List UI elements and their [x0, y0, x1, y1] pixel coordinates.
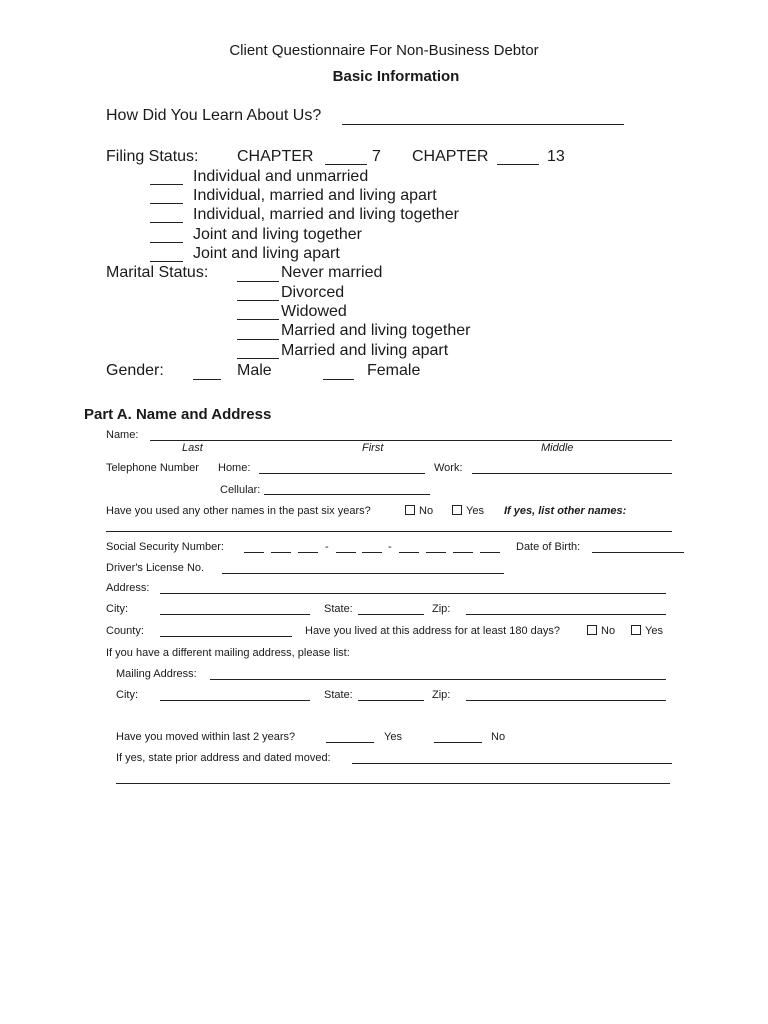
name-field[interactable] — [150, 440, 672, 441]
mailing-city-label: City: — [116, 689, 138, 701]
gender-female-label: Female — [367, 362, 421, 379]
cellular-label: Cellular: — [220, 484, 261, 496]
ssn-label: Social Security Number: — [106, 541, 224, 553]
marital-option: Married and living together — [281, 322, 471, 339]
checkbox-icon[interactable] — [405, 505, 415, 515]
filing-option: Individual, married and living together — [193, 206, 459, 223]
name-middle-caption: Middle — [541, 442, 574, 454]
filing-option-blank[interactable] — [150, 261, 183, 262]
dob-field[interactable] — [592, 552, 684, 553]
ssn-digit[interactable] — [453, 552, 473, 553]
marital-option: Divorced — [281, 284, 345, 301]
no-label: No — [601, 625, 616, 637]
marital-option-blank[interactable] — [237, 358, 279, 359]
chapter-7-checkbox[interactable] — [325, 164, 367, 165]
gender-female-blank[interactable] — [323, 379, 354, 380]
city-label: City: — [106, 603, 128, 615]
filing-option: Individual, married and living apart — [193, 187, 437, 204]
part-a-heading: Part A. Name and Address — [84, 406, 272, 423]
learn-label: How Did You Learn About Us? — [106, 107, 322, 124]
prior-address-field[interactable] — [352, 763, 672, 764]
ssn-digit[interactable] — [362, 552, 382, 553]
mailing-zip-label: Zip: — [432, 689, 451, 701]
city-field[interactable] — [160, 614, 310, 615]
drivers-license-field[interactable] — [222, 573, 504, 574]
ssn-dash: - — [388, 541, 392, 553]
name-last-caption: Last — [182, 442, 203, 454]
other-names-no[interactable] — [405, 505, 433, 517]
ssn-digit[interactable] — [244, 552, 264, 553]
filing-option-blank[interactable] — [150, 184, 183, 185]
other-names-field[interactable] — [106, 531, 672, 532]
filing-option-blank[interactable] — [150, 203, 183, 204]
other-names-question: Have you used any other names in the past six years? — [106, 505, 371, 517]
moved-yes-label: Yes — [384, 731, 402, 743]
telephone-label: Telephone Number — [106, 462, 199, 474]
filing-option: Joint and living together — [193, 226, 362, 243]
state-label: State: — [324, 603, 353, 615]
gender-male-blank[interactable] — [193, 379, 221, 380]
chapter-7-word: CHAPTER — [237, 148, 314, 165]
checkbox-icon[interactable] — [587, 625, 597, 635]
mailing-zip-field[interactable] — [466, 700, 666, 701]
filing-option: Joint and living apart — [193, 245, 340, 262]
lived-yes[interactable] — [631, 625, 663, 637]
moved-no-label: No — [491, 731, 506, 743]
address-field[interactable] — [160, 593, 666, 594]
marital-option-blank[interactable] — [237, 281, 279, 282]
chapter-13-word: CHAPTER — [412, 148, 489, 165]
county-field[interactable] — [160, 636, 292, 637]
mailing-address-label: Mailing Address: — [116, 668, 197, 680]
mailing-address-field[interactable] — [210, 679, 666, 680]
ssn-digit[interactable] — [426, 552, 446, 553]
marital-status-label: Marital Status: — [106, 264, 209, 281]
marital-option: Married and living apart — [281, 342, 449, 359]
filing-option: Individual and unmarried — [193, 168, 369, 185]
filing-option-blank[interactable] — [150, 242, 183, 243]
checkbox-icon[interactable] — [452, 505, 462, 515]
marital-option-blank[interactable] — [237, 300, 279, 301]
ssn-dash: - — [325, 541, 329, 553]
different-mailing-note: If you have a different mailing address, please list: — [106, 647, 350, 659]
mailing-state-field[interactable] — [358, 700, 424, 701]
chapter-13-number: 13 — [547, 148, 565, 165]
prior-address-field-2[interactable] — [116, 783, 670, 784]
zip-field[interactable] — [466, 614, 666, 615]
chapter-13-checkbox[interactable] — [497, 164, 539, 165]
marital-option-blank[interactable] — [237, 319, 279, 320]
moved-yes-blank[interactable] — [326, 742, 374, 743]
mailing-city-field[interactable] — [160, 700, 310, 701]
filing-option-blank[interactable] — [150, 222, 183, 223]
address-label: Address: — [106, 582, 150, 594]
yes-label: Yes — [645, 625, 663, 637]
county-label: County: — [106, 625, 144, 637]
zip-label: Zip: — [432, 603, 451, 615]
lived-180-days-question: Have you lived at this address for at least 180 days? — [305, 625, 560, 637]
gender-male-label: Male — [237, 362, 272, 379]
dob-label: Date of Birth: — [516, 541, 581, 553]
other-names-yes[interactable] — [452, 505, 484, 517]
home-phone-label: Home: — [218, 462, 251, 474]
ssn-digit[interactable] — [271, 552, 291, 553]
cellular-field[interactable] — [264, 494, 430, 495]
moved-question: Have you moved within last 2 years? — [116, 731, 296, 743]
ssn-digit[interactable] — [399, 552, 419, 553]
lived-no[interactable] — [587, 625, 615, 637]
no-label: No — [419, 505, 434, 517]
name-first-caption: First — [362, 442, 384, 454]
ssn-digit[interactable] — [480, 552, 500, 553]
checkbox-icon[interactable] — [631, 625, 641, 635]
drivers-license-label: Driver's License No. — [106, 562, 205, 574]
section-subtitle: Basic Information — [332, 68, 460, 85]
gender-label: Gender: — [106, 362, 164, 379]
ssn-digit[interactable] — [336, 552, 356, 553]
learn-field[interactable] — [342, 124, 624, 125]
filing-status-label: Filing Status: — [106, 148, 199, 165]
moved-no-blank[interactable] — [434, 742, 482, 743]
work-phone-field[interactable] — [472, 473, 672, 474]
marital-option: Widowed — [281, 303, 347, 320]
home-phone-field[interactable] — [259, 473, 425, 474]
prior-address-label: If yes, state prior address and dated moved: — [116, 752, 331, 764]
ssn-digit[interactable] — [298, 552, 318, 553]
work-phone-label: Work: — [434, 462, 463, 474]
document-title: Client Questionnaire For Non-Business Debtor — [229, 42, 539, 59]
mailing-state-label: State: — [324, 689, 353, 701]
name-label: Name: — [106, 429, 139, 441]
other-names-note: If yes, list other names: — [504, 505, 627, 517]
chapter-7-number: 7 — [372, 148, 381, 165]
marital-option: Never married — [281, 264, 383, 281]
state-field[interactable] — [358, 614, 424, 615]
marital-option-blank[interactable] — [237, 339, 279, 340]
yes-label: Yes — [466, 505, 484, 517]
